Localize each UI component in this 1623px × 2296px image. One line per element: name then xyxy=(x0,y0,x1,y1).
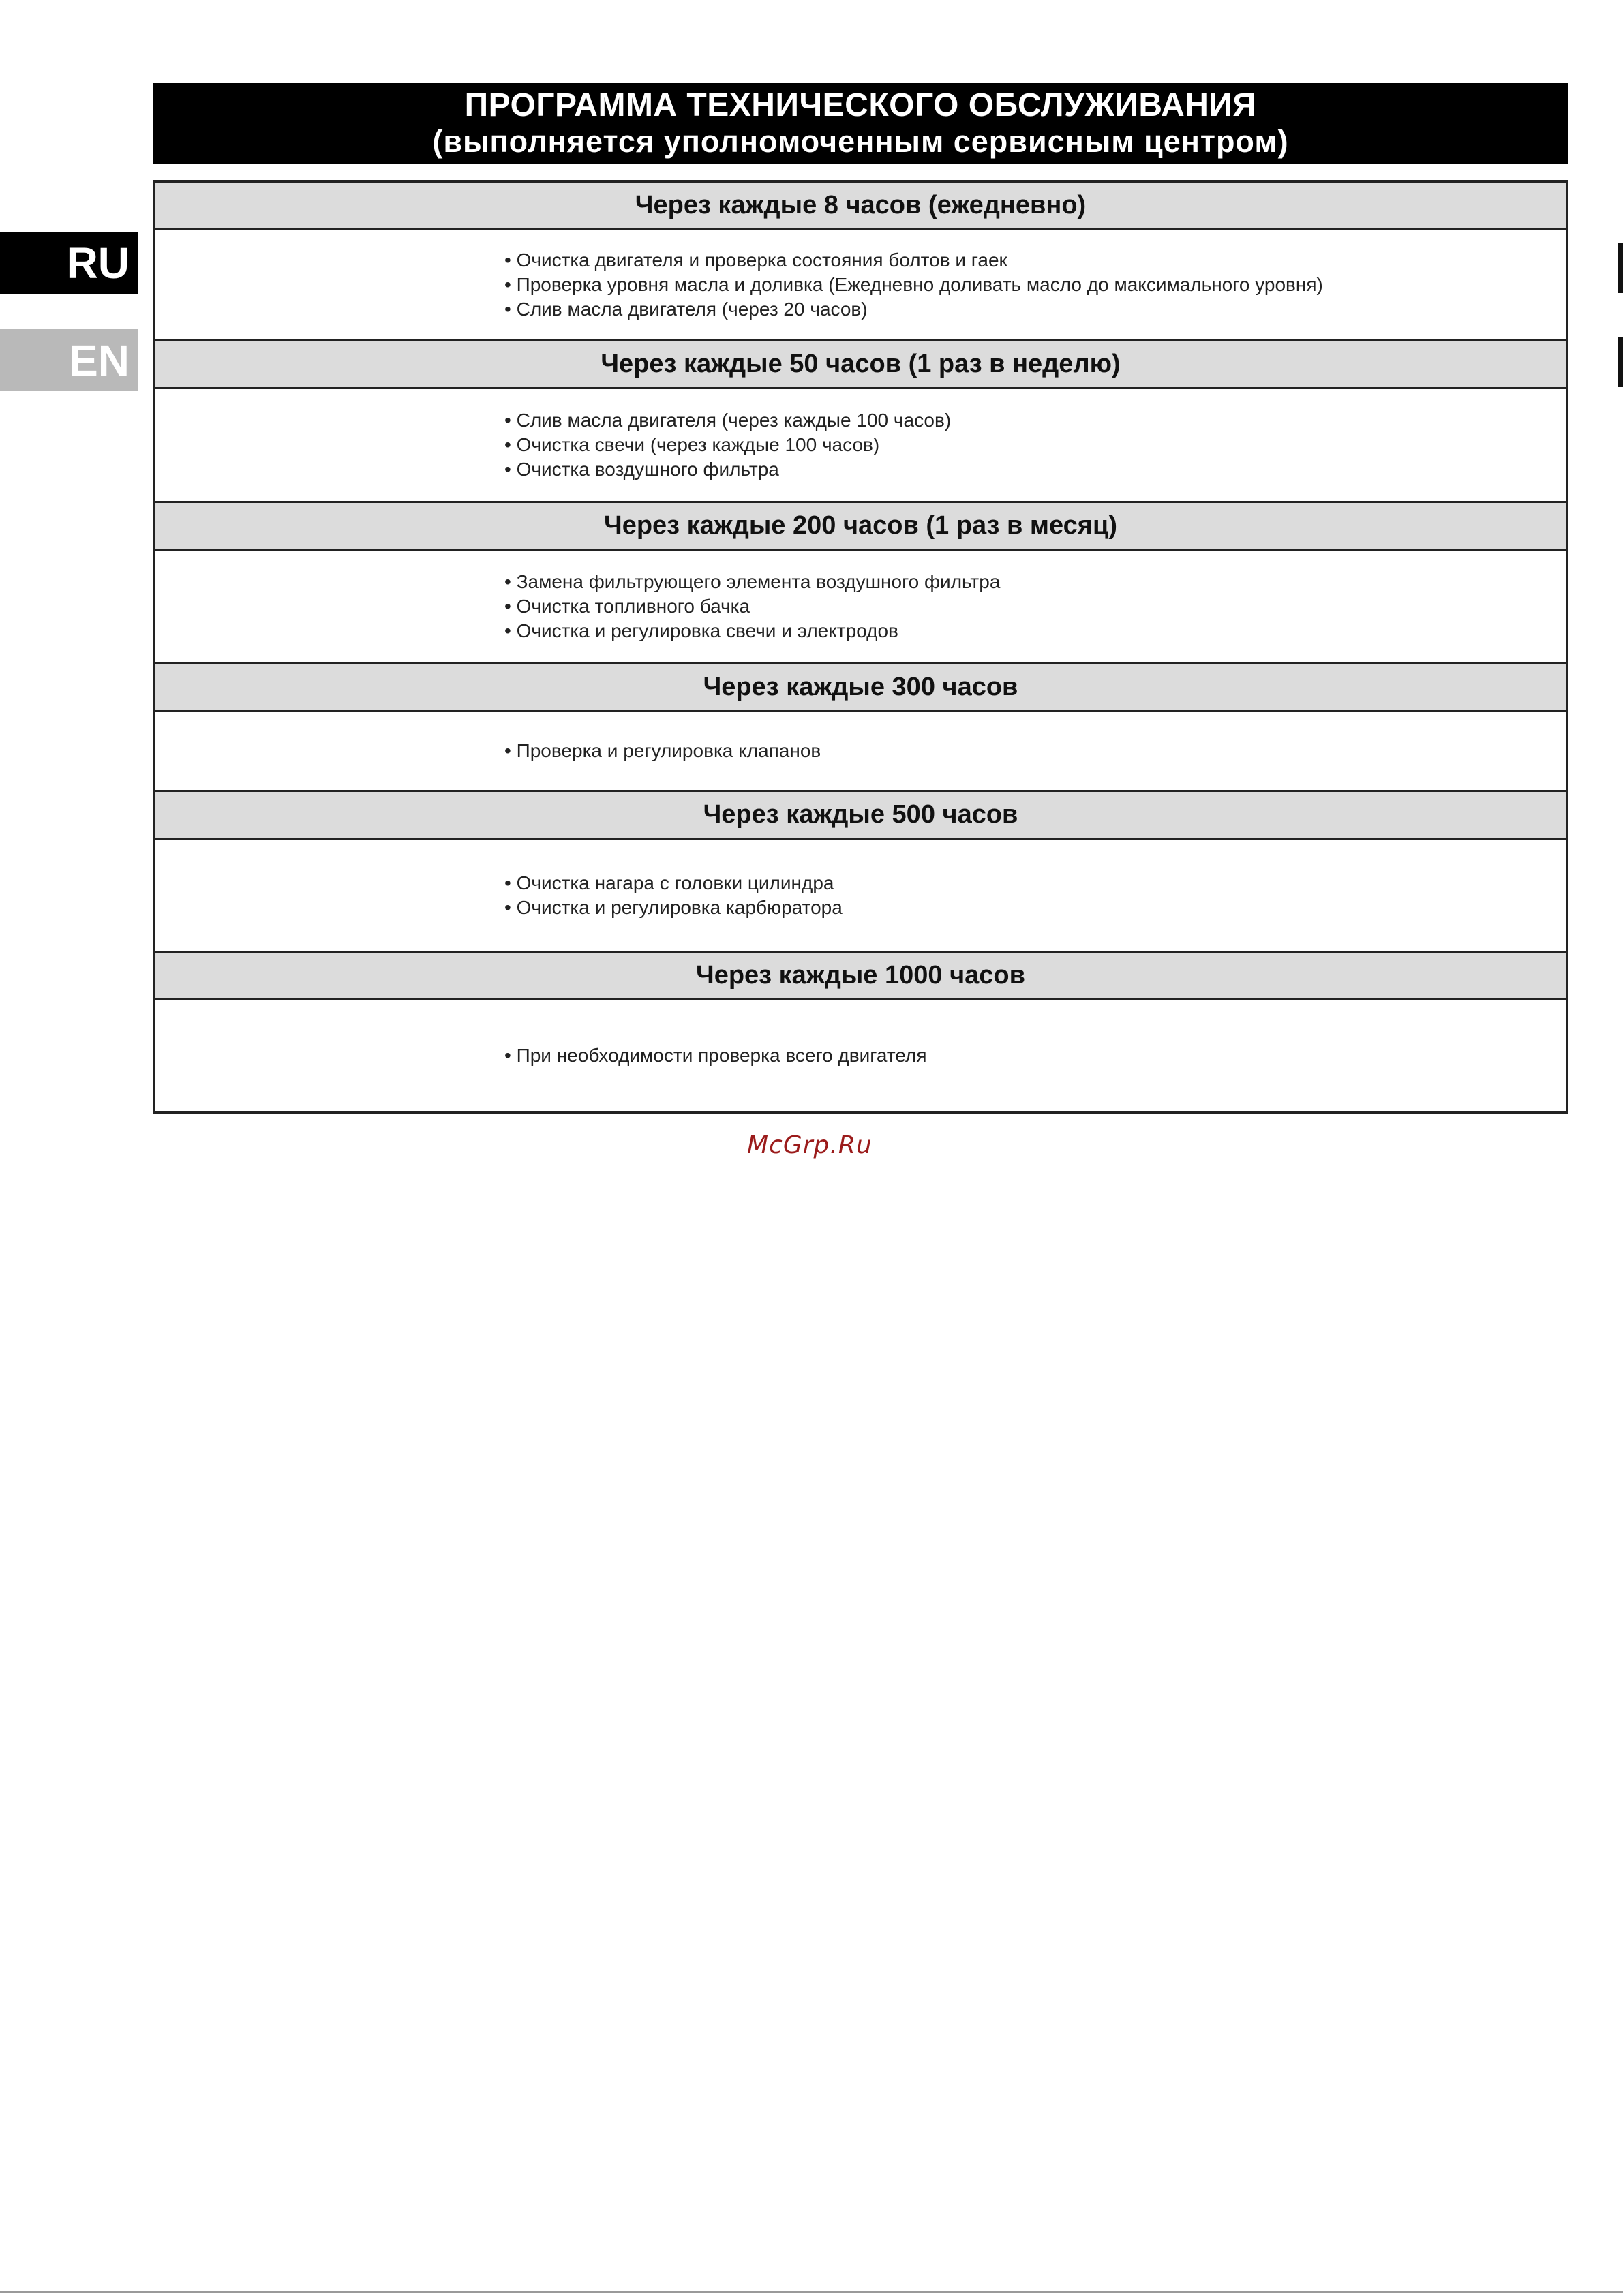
schedule-section-500h xyxy=(155,792,1566,953)
section-heading: Через каждые 500 часов xyxy=(155,792,1566,840)
task-item: • Очистка и регулировка карбюратора xyxy=(504,896,843,920)
section-heading: Через каждые 8 часов (ежедневно) xyxy=(155,183,1566,230)
task-item: • Слив масла двигателя (через каждые 100 часов) xyxy=(504,408,951,433)
watermark-link[interactable]: McGrp.Ru xyxy=(747,1131,873,1159)
task-item: • Проверка уровня масла и доливка (Ежедневно доливать масло до максимального уровня) xyxy=(504,273,1323,297)
task-list xyxy=(155,248,1323,322)
page-bottom-rule xyxy=(0,2291,1623,2293)
task-item: • Очистка свечи (через каждые 100 часов) xyxy=(504,433,951,457)
task-item: • Замена фильтрующего элемента воздушного фильтра xyxy=(504,570,1000,594)
section-body xyxy=(155,230,1566,341)
language-tab-ru: RU xyxy=(0,232,138,294)
task-list xyxy=(155,408,951,482)
task-item: • Очистка нагара с головки цилиндра xyxy=(504,871,843,896)
section-body xyxy=(155,840,1566,953)
section-body xyxy=(155,712,1566,792)
language-tab-en: EN xyxy=(0,329,138,391)
section-body xyxy=(155,1000,1566,1111)
section-heading: Через каждые 1000 часов xyxy=(155,953,1566,1000)
page-edge-marker xyxy=(1618,337,1623,387)
task-list xyxy=(155,570,1000,643)
schedule-section-300h xyxy=(155,664,1566,792)
section-heading: Через каждые 200 часов (1 раз в месяц) xyxy=(155,503,1566,551)
schedule-section-1000h xyxy=(155,953,1566,1111)
title-line-1: ПРОГРАММА ТЕХНИЧЕСКОГО ОБСЛУЖИВАНИЯ xyxy=(464,87,1257,123)
title-banner xyxy=(153,83,1568,164)
section-heading: Через каждые 50 часов (1 раз в неделю) xyxy=(155,341,1566,389)
task-list xyxy=(155,1043,926,1068)
schedule-section-50h xyxy=(155,341,1566,503)
task-item: • Очистка и регулировка свечи и электродов xyxy=(504,619,1000,643)
section-body xyxy=(155,551,1566,664)
section-body xyxy=(155,389,1566,503)
task-item: • Слив масла двигателя (через 20 часов) xyxy=(504,297,1323,322)
section-heading: Через каждые 300 часов xyxy=(155,664,1566,712)
task-list xyxy=(155,739,821,763)
task-item: • Очистка двигателя и проверка состояния болтов и гаек xyxy=(504,248,1323,273)
page-edge-marker xyxy=(1618,243,1623,293)
task-item: • Очистка топливного бачка xyxy=(504,594,1000,619)
task-list xyxy=(155,871,843,920)
maintenance-schedule-table xyxy=(153,180,1568,1114)
title-line-2: (выполняется уполномоченным сервисным центром) xyxy=(432,124,1289,159)
schedule-section-8h xyxy=(155,183,1566,341)
task-item: • При необходимости проверка всего двигателя xyxy=(504,1043,926,1068)
schedule-section-200h xyxy=(155,503,1566,664)
task-item: • Проверка и регулировка клапанов xyxy=(504,739,821,763)
task-item: • Очистка воздушного фильтра xyxy=(504,457,951,482)
